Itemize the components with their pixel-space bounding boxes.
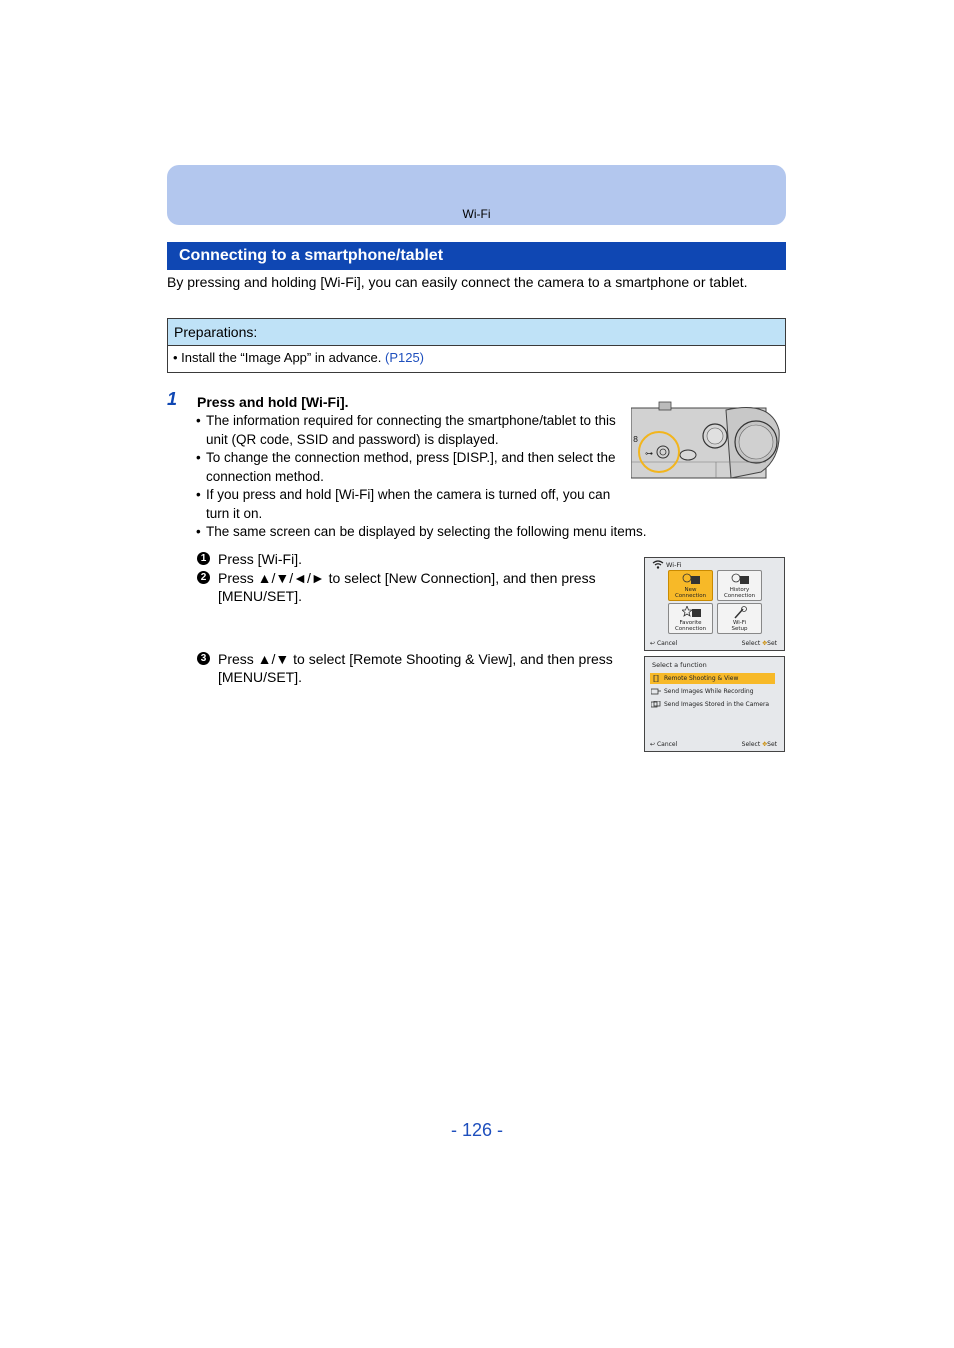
bullet-item: • The same screen can be displayed by selecting the following menu items. <box>196 523 666 542</box>
bullet-dot: • <box>196 487 201 502</box>
substep-3 <box>197 650 627 686</box>
tile-label: New Connection <box>674 587 707 599</box>
screen-title: Wi-Fi <box>666 561 682 569</box>
page-reference-link[interactable]: (P125) <box>384 350 425 365</box>
select-set-hint: Select ✥Set <box>741 640 777 647</box>
step-title: Press and hold [Wi-Fi]. <box>197 394 349 410</box>
hot-shoe <box>659 402 671 410</box>
bullet-item: • If you press and hold [Wi-Fi] when the camera is turned off, you can turn it on. <box>196 487 611 521</box>
wifi-menu-screen <box>644 557 785 651</box>
bullet-item: • To change the connection method, press [DISP.], and then select the connection method. <box>196 450 616 484</box>
tile-new-connection[interactable] <box>668 570 713 601</box>
page-number: - 126 - <box>450 1120 504 1140</box>
wrench-icon <box>731 606 751 620</box>
new-connection-icon <box>682 573 702 587</box>
preparations-item-text: Install the “Image App” in advance. <box>181 350 382 365</box>
cancel-hint: ↩ Cancel <box>650 640 678 647</box>
bullet-dot: • <box>196 450 201 465</box>
option-send-while-recording[interactable]: Send Images While Recording <box>650 686 775 697</box>
tile-label: Favorite Connection <box>674 620 707 632</box>
return-icon: ↩ <box>650 640 656 647</box>
select-function-screen <box>644 656 785 752</box>
bullet-dot: • <box>173 350 182 365</box>
history-connection-icon <box>731 573 751 587</box>
bullet-dot: • <box>196 524 201 539</box>
preparations-heading: Preparations: <box>168 319 785 346</box>
substep-number-badge: 1 <box>197 552 210 565</box>
power-button <box>680 450 696 460</box>
return-icon: ↩ <box>650 741 656 748</box>
mode-mark: 8 <box>633 435 639 444</box>
mode-dial-inner <box>739 425 773 459</box>
intro-paragraph: By pressing and holding [Wi-Fi], you can easily connect the camera to a smartphone or tablet. <box>167 274 748 290</box>
cursor-pad-icon: ✥ <box>762 640 768 647</box>
tile-wifi-setup[interactable] <box>717 603 762 634</box>
preparations-box <box>167 318 786 373</box>
substep-number-badge: 3 <box>197 652 210 665</box>
tile-label: History Connection <box>723 587 756 599</box>
wifi-icon <box>652 560 664 569</box>
preparations-item <box>168 346 785 370</box>
chapter-header-band <box>167 165 786 225</box>
substep-text: Press ▲/▼ to select [Remote Shooting & View], and then press [MENU/SET]. <box>218 651 613 685</box>
substep-text: Press ▲/▼/◄/► to select [New Connection], and then press [MENU/SET]. <box>218 570 596 604</box>
bullet-dot: • <box>196 413 201 428</box>
tile-history-connection[interactable] <box>717 570 762 601</box>
send-stored-icon <box>651 701 661 708</box>
section-title: Connecting to a smartphone/tablet <box>167 242 786 270</box>
option-send-stored-images[interactable]: Send Images Stored in the Camera <box>650 699 775 710</box>
send-recording-icon <box>651 688 661 695</box>
screen-title: Select a function <box>652 661 707 669</box>
camera-top-illustration <box>631 400 781 480</box>
remote-shooting-icon <box>651 675 661 682</box>
chapter-title: Wi-Fi <box>462 207 491 221</box>
option-remote-shooting[interactable]: Remote Shooting & View <box>650 673 775 684</box>
step-number: 1 <box>167 389 178 409</box>
wifi-button <box>657 446 669 458</box>
substep-1 <box>197 550 627 568</box>
step-bullets <box>196 412 666 542</box>
tile-favorite-connection[interactable] <box>668 603 713 634</box>
wifi-key-icon: ⊶ <box>645 449 653 458</box>
bullet-item: • The information required for connecting the smartphone/tablet to this unit (QR code, SSID and password) is displayed. <box>196 413 616 447</box>
substep-text: Press [Wi-Fi]. <box>218 551 302 567</box>
cursor-pad-icon: ✥ <box>762 741 768 748</box>
cancel-hint: ↩ Cancel <box>650 741 678 748</box>
select-set-hint: Select ✥Set <box>741 741 777 748</box>
shutter-button-inner <box>707 428 723 444</box>
tile-label: Wi-Fi Setup <box>731 620 748 632</box>
substep-2 <box>197 569 627 605</box>
favorite-star-icon <box>682 606 702 620</box>
substep-number-badge: 2 <box>197 571 210 584</box>
